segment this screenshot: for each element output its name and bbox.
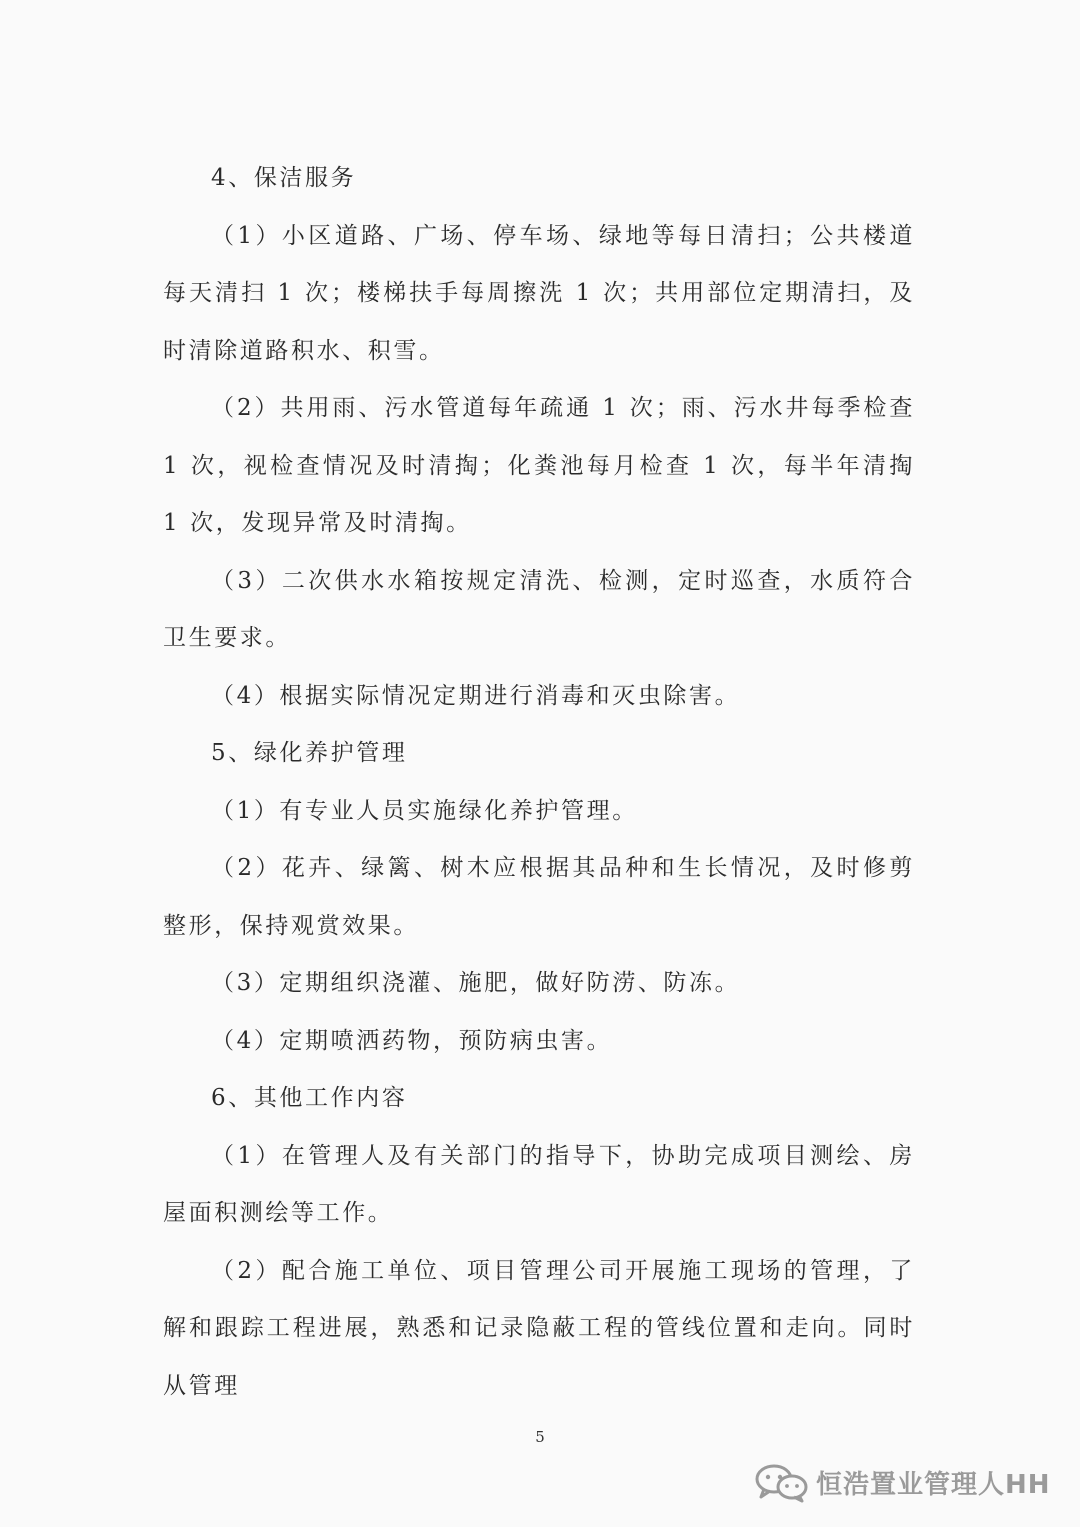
page-number: 5 [535,1428,545,1446]
paragraph: （3）二次供水水箱按规定清洗、检测，定时巡查，水质符合卫生要求。 [163,567,915,651]
section-heading-greening: 5、绿化养护管理 [211,740,408,766]
paragraph: （3）定期组织浇灌、施肥，做好防涝、防冻。 [211,970,741,996]
wechat-icon [752,1461,810,1503]
paragraph: （2）花卉、绿篱、树木应根据其品种和生长情况，及时修剪整形，保持观赏效果。 [163,855,915,939]
paragraph: （4）定期喷洒药物，预防病虫害。 [211,1027,613,1054]
document-body [163,150,915,1415]
watermark-text: 恒浩置业管理人HH [816,1469,1051,1500]
paragraph: （1）有专业人员实施绿化养护管理。 [211,797,638,824]
paragraph: （1）小区道路、广场、停车场、绿地等每日清扫；公共楼道每天清扫 1 次；楼梯扶手每周擦洗 1 次；共用部位定期清扫，及时清除道路积水、积雪。 [163,222,915,364]
paragraph: （2）共用雨、污水管道每年疏通 1 次；雨、污水井每季检查 1 次，视检查情况及时清掏；化粪池每月检查 1 次，每半年清掏 1 次，发现异常及时清掏。 [163,395,915,536]
section-heading-cleaning: 4、保洁服务 [211,165,357,191]
paragraph: （1）在管理人及有关部门的指导下，协助完成项目测绘、房屋面积测绘等工作。 [163,1142,915,1226]
section-heading-other-work: 6、其他工作内容 [211,1085,408,1111]
paragraph: （2）配合施工单位、项目管理公司开展施工现场的管理，了解和跟踪工程进展，熟悉和记录隐蔽工程的管线位置和走向。同时从管理 [163,1257,915,1399]
paragraph: （4）根据实际情况定期进行消毒和灭虫除害。 [211,682,741,709]
watermark [752,1452,1051,1512]
